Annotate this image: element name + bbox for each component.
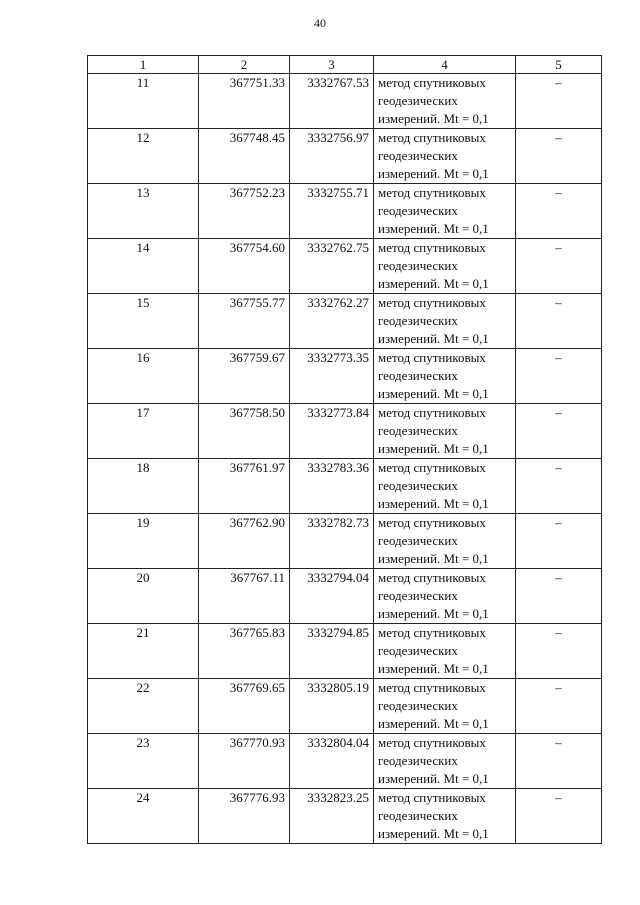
x-coordinate-cell: 367770.93 xyxy=(199,734,290,789)
method-line: измерений. Mt = 0,1 xyxy=(378,166,489,181)
y-coordinate-cell: 3332767.53 xyxy=(290,74,374,129)
y-coordinate-cell: 3332805.19 xyxy=(290,679,374,734)
method-line: измерений. Mt = 0,1 xyxy=(378,496,489,511)
method-line: геодезических xyxy=(378,478,458,493)
table-row xyxy=(88,734,602,789)
method-line: геодезических xyxy=(378,533,458,548)
table-row xyxy=(88,184,602,239)
point-number-cell: 17 xyxy=(88,404,199,459)
method-cell xyxy=(374,459,516,514)
point-number-cell: 18 xyxy=(88,459,199,514)
method-line: геодезических xyxy=(378,643,458,658)
point-number-cell: 13 xyxy=(88,184,199,239)
x-coordinate-cell: 367767.11 xyxy=(199,569,290,624)
x-coordinate-cell: 367759.67 xyxy=(199,349,290,404)
note-cell: – xyxy=(516,74,602,129)
method-line: измерений. Mt = 0,1 xyxy=(378,661,489,676)
method-line: измерений. Mt = 0,1 xyxy=(378,331,489,346)
table-row xyxy=(88,459,602,514)
table-header-row xyxy=(88,56,602,74)
x-coordinate-cell: 367769.65 xyxy=(199,679,290,734)
method-line: геодезических xyxy=(378,313,458,328)
method-cell xyxy=(374,789,516,844)
method-cell xyxy=(374,679,516,734)
point-number-cell: 24 xyxy=(88,789,199,844)
method-cell xyxy=(374,569,516,624)
point-number-cell: 20 xyxy=(88,569,199,624)
note-cell: – xyxy=(516,624,602,679)
method-line: геодезических xyxy=(378,808,458,823)
y-coordinate-cell: 3332755.71 xyxy=(290,184,374,239)
note-cell: – xyxy=(516,349,602,404)
note-cell: – xyxy=(516,459,602,514)
method-line: измерений. Mt = 0,1 xyxy=(378,386,489,401)
coordinates-table xyxy=(87,55,602,844)
method-line: метод спутниковых xyxy=(378,790,486,805)
column-header-3: 3 xyxy=(290,56,374,74)
method-line: метод спутниковых xyxy=(378,350,486,365)
method-line: геодезических xyxy=(378,588,458,603)
note-cell: – xyxy=(516,569,602,624)
method-cell xyxy=(374,74,516,129)
table-row xyxy=(88,404,602,459)
method-line: метод спутниковых xyxy=(378,295,486,310)
column-header-4: 4 xyxy=(374,56,516,74)
method-line: измерений. Mt = 0,1 xyxy=(378,551,489,566)
point-number-cell: 14 xyxy=(88,239,199,294)
y-coordinate-cell: 3332773.35 xyxy=(290,349,374,404)
method-line: метод спутниковых xyxy=(378,515,486,530)
table-row xyxy=(88,129,602,184)
column-header-1: 1 xyxy=(88,56,199,74)
table-row xyxy=(88,239,602,294)
method-line: измерений. Mt = 0,1 xyxy=(378,771,489,786)
method-line: геодезических xyxy=(378,258,458,273)
table-row xyxy=(88,294,602,349)
method-cell xyxy=(374,184,516,239)
method-cell xyxy=(374,239,516,294)
x-coordinate-cell: 367751.33 xyxy=(199,74,290,129)
note-cell: – xyxy=(516,294,602,349)
method-line: метод спутниковых xyxy=(378,75,486,90)
method-line: геодезических xyxy=(378,698,458,713)
column-header-2: 2 xyxy=(199,56,290,74)
table-row xyxy=(88,514,602,569)
y-coordinate-cell: 3332762.27 xyxy=(290,294,374,349)
y-coordinate-cell: 3332773.84 xyxy=(290,404,374,459)
method-line: метод спутниковых xyxy=(378,460,486,475)
method-line: метод спутниковых xyxy=(378,735,486,750)
method-line: метод спутниковых xyxy=(378,405,486,420)
point-number-cell: 15 xyxy=(88,294,199,349)
note-cell: – xyxy=(516,404,602,459)
x-coordinate-cell: 367754.60 xyxy=(199,239,290,294)
method-line: геодезических xyxy=(378,148,458,163)
x-coordinate-cell: 367755.77 xyxy=(199,294,290,349)
y-coordinate-cell: 3332823.25 xyxy=(290,789,374,844)
y-coordinate-cell: 3332783.36 xyxy=(290,459,374,514)
note-cell: – xyxy=(516,184,602,239)
method-line: метод спутниковых xyxy=(378,570,486,585)
method-line: метод спутниковых xyxy=(378,680,486,695)
x-coordinate-cell: 367762.90 xyxy=(199,514,290,569)
method-line: измерений. Mt = 0,1 xyxy=(378,441,489,456)
method-line: геодезических xyxy=(378,753,458,768)
y-coordinate-cell: 3332782.73 xyxy=(290,514,374,569)
method-line: геодезических xyxy=(378,203,458,218)
method-cell xyxy=(374,624,516,679)
x-coordinate-cell: 367761.97 xyxy=(199,459,290,514)
table-row xyxy=(88,349,602,404)
note-cell: – xyxy=(516,129,602,184)
point-number-cell: 16 xyxy=(88,349,199,404)
note-cell: – xyxy=(516,679,602,734)
method-cell xyxy=(374,734,516,789)
method-cell xyxy=(374,514,516,569)
method-line: метод спутниковых xyxy=(378,625,486,640)
x-coordinate-cell: 367765.83 xyxy=(199,624,290,679)
method-line: метод спутниковых xyxy=(378,240,486,255)
method-cell xyxy=(374,294,516,349)
method-cell xyxy=(374,349,516,404)
method-line: измерений. Mt = 0,1 xyxy=(378,221,489,236)
point-number-cell: 23 xyxy=(88,734,199,789)
y-coordinate-cell: 3332804.04 xyxy=(290,734,374,789)
method-cell xyxy=(374,404,516,459)
point-number-cell: 12 xyxy=(88,129,199,184)
page-number: 40 xyxy=(314,16,326,30)
method-line: измерений. Mt = 0,1 xyxy=(378,716,489,731)
x-coordinate-cell: 367776.93 xyxy=(199,789,290,844)
point-number-cell: 11 xyxy=(88,74,199,129)
y-coordinate-cell: 3332794.04 xyxy=(290,569,374,624)
table-row xyxy=(88,624,602,679)
point-number-cell: 21 xyxy=(88,624,199,679)
method-line: метод спутниковых xyxy=(378,185,486,200)
table-row xyxy=(88,74,602,129)
method-line: измерений. Mt = 0,1 xyxy=(378,606,489,621)
method-line: измерений. Mt = 0,1 xyxy=(378,276,489,291)
y-coordinate-cell: 3332756.97 xyxy=(290,129,374,184)
table-row xyxy=(88,569,602,624)
note-cell: – xyxy=(516,514,602,569)
table-row xyxy=(88,789,602,844)
method-line: метод спутниковых xyxy=(378,130,486,145)
note-cell: – xyxy=(516,789,602,844)
x-coordinate-cell: 367758.50 xyxy=(199,404,290,459)
y-coordinate-cell: 3332762.75 xyxy=(290,239,374,294)
note-cell: – xyxy=(516,734,602,789)
method-line: геодезических xyxy=(378,423,458,438)
method-line: измерений. Mt = 0,1 xyxy=(378,826,489,841)
method-cell xyxy=(374,129,516,184)
table-row xyxy=(88,679,602,734)
note-cell: – xyxy=(516,239,602,294)
y-coordinate-cell: 3332794.85 xyxy=(290,624,374,679)
point-number-cell: 19 xyxy=(88,514,199,569)
x-coordinate-cell: 367752.23 xyxy=(199,184,290,239)
method-line: геодезических xyxy=(378,93,458,108)
method-line: геодезических xyxy=(378,368,458,383)
method-line: измерений. Mt = 0,1 xyxy=(378,111,489,126)
point-number-cell: 22 xyxy=(88,679,199,734)
column-header-5: 5 xyxy=(516,56,602,74)
x-coordinate-cell: 367748.45 xyxy=(199,129,290,184)
